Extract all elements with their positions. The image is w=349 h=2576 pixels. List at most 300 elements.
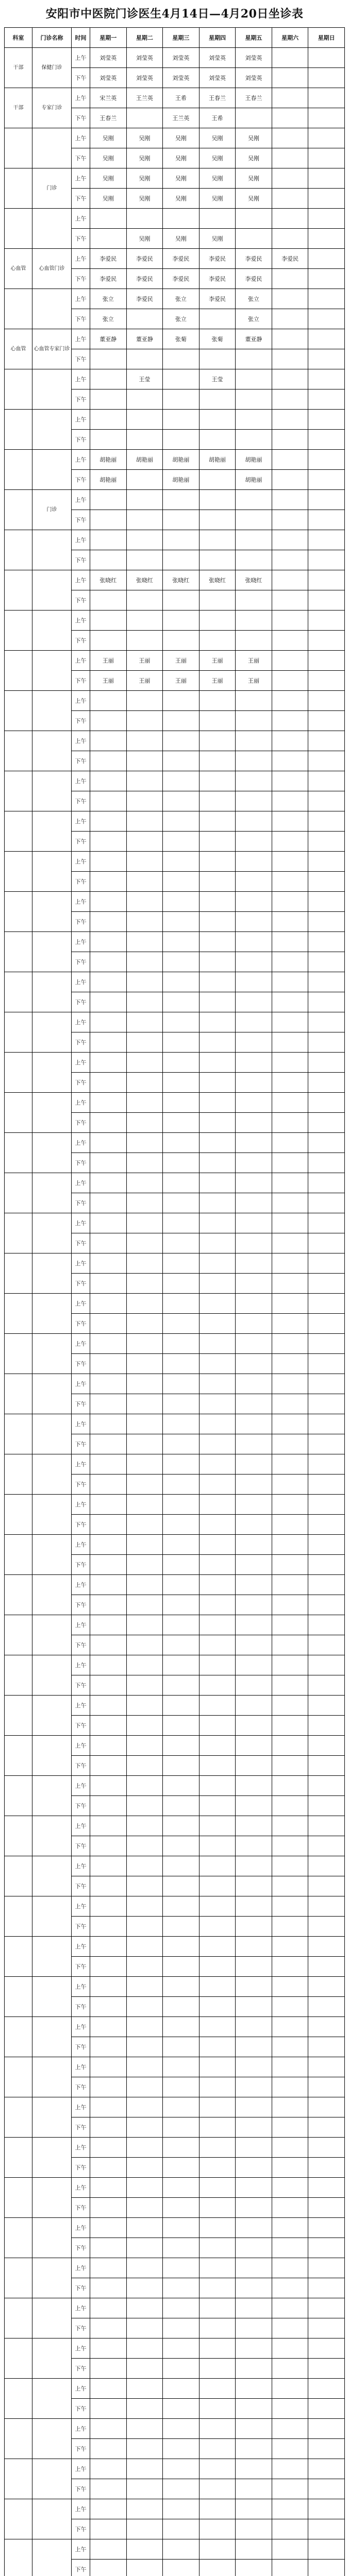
doctor-cell: 董亚静 <box>126 329 163 349</box>
doctor-cell <box>126 1053 163 1073</box>
clinic-cell <box>32 570 72 611</box>
doctor-cell <box>163 530 200 550</box>
doctor-cell <box>236 1896 272 1917</box>
doctor-cell: 吴刚 <box>126 148 163 168</box>
clinic-cell <box>32 2178 72 2218</box>
table-row <box>5 490 345 510</box>
doctor-cell <box>272 1213 308 1233</box>
doctor-cell <box>163 369 200 389</box>
doctor-cell <box>308 1896 345 1917</box>
doctor-cell: 刘莹英 <box>163 48 200 68</box>
doctor-cell <box>90 1957 127 1977</box>
doctor-cell <box>272 590 308 611</box>
doctor-cell: 董亚静 <box>90 329 127 349</box>
doctor-cell <box>199 1173 236 1193</box>
time-cell: 上午 <box>72 1615 90 1635</box>
doctor-cell <box>308 329 345 349</box>
time-cell: 下午 <box>72 68 90 88</box>
doctor-cell <box>126 2158 163 2178</box>
doctor-cell <box>163 852 200 872</box>
doctor-cell <box>126 1635 163 1655</box>
header-thursday: 星期四 <box>199 28 236 48</box>
doctor-cell <box>90 2379 127 2399</box>
doctor-cell <box>126 1937 163 1957</box>
doctor-cell <box>199 2338 236 2359</box>
clinic-cell <box>32 530 72 570</box>
doctor-cell <box>126 2198 163 2218</box>
doctor-cell <box>163 1816 200 1836</box>
dept-cell <box>5 1856 32 1896</box>
clinic-cell <box>32 731 72 771</box>
doctor-cell <box>163 1093 200 1113</box>
time-cell: 上午 <box>72 852 90 872</box>
doctor-cell <box>90 1736 127 1756</box>
clinic-cell <box>32 410 72 450</box>
time-cell: 下午 <box>72 148 90 168</box>
doctor-cell <box>308 1776 345 1796</box>
clinic-cell <box>32 2138 72 2178</box>
header-dept: 科室 <box>5 28 32 48</box>
doctor-cell <box>90 912 127 932</box>
time-cell: 下午 <box>72 912 90 932</box>
doctor-cell <box>308 430 345 450</box>
doctor-cell <box>163 1173 200 1193</box>
clinic-cell <box>32 1012 72 1053</box>
doctor-cell <box>272 1937 308 1957</box>
time-cell: 下午 <box>72 2399 90 2419</box>
doctor-cell <box>272 48 308 68</box>
doctor-cell <box>126 731 163 751</box>
doctor-cell <box>163 2399 200 2419</box>
doctor-cell: 张立 <box>163 309 200 329</box>
time-cell: 上午 <box>72 2138 90 2158</box>
doctor-cell <box>126 1997 163 2017</box>
doctor-cell <box>236 1032 272 1053</box>
doctor-cell <box>199 1575 236 1595</box>
doctor-cell <box>163 1635 200 1655</box>
doctor-cell <box>163 2479 200 2499</box>
doctor-cell <box>199 932 236 952</box>
doctor-cell <box>90 1635 127 1655</box>
doctor-cell <box>308 2037 345 2057</box>
doctor-cell: 宋兰英 <box>90 88 127 108</box>
doctor-cell <box>308 189 345 209</box>
doctor-cell <box>272 1856 308 1876</box>
dept-cell <box>5 2499 32 2539</box>
table-row <box>5 651 345 671</box>
doctor-cell <box>272 1957 308 1977</box>
doctor-cell <box>272 2318 308 2338</box>
doctor-cell: 刘莹英 <box>163 68 200 88</box>
doctor-cell <box>308 209 345 229</box>
doctor-cell <box>272 168 308 189</box>
time-cell: 上午 <box>72 530 90 550</box>
clinic-cell <box>32 1414 72 1454</box>
doctor-cell <box>308 751 345 771</box>
clinic-cell <box>32 2419 72 2459</box>
doctor-cell <box>126 1334 163 1354</box>
time-cell: 下午 <box>72 872 90 892</box>
doctor-cell <box>90 1053 127 1073</box>
doctor-cell <box>236 2258 272 2278</box>
doctor-cell: 王希 <box>163 88 200 108</box>
clinic-cell <box>32 611 72 651</box>
doctor-cell <box>199 1696 236 1716</box>
time-cell: 下午 <box>72 2117 90 2138</box>
doctor-cell <box>90 1816 127 1836</box>
doctor-cell <box>126 1414 163 1434</box>
doctor-cell <box>236 1354 272 1374</box>
dept-cell <box>5 771 32 811</box>
doctor-cell: 刘莹英 <box>236 68 272 88</box>
table-row <box>5 771 345 791</box>
doctor-cell <box>90 1796 127 1816</box>
doctor-cell <box>163 430 200 450</box>
doctor-cell <box>199 2298 236 2318</box>
doctor-cell <box>272 2379 308 2399</box>
clinic-cell <box>32 852 72 892</box>
doctor-cell <box>90 872 127 892</box>
doctor-cell <box>90 430 127 450</box>
table-row <box>5 570 345 590</box>
time-cell: 上午 <box>72 168 90 189</box>
table-row <box>5 1977 345 1997</box>
doctor-cell <box>272 430 308 450</box>
doctor-cell: 李爱民 <box>236 269 272 289</box>
doctor-cell <box>90 1354 127 1374</box>
doctor-cell <box>199 309 236 329</box>
doctor-cell <box>272 1233 308 1253</box>
doctor-cell <box>236 2318 272 2338</box>
dept-cell <box>5 1454 32 1495</box>
table-row <box>5 128 345 148</box>
doctor-cell <box>199 1957 236 1977</box>
doctor-cell <box>308 108 345 128</box>
time-cell: 下午 <box>72 2077 90 2097</box>
doctor-cell <box>126 2399 163 2419</box>
doctor-cell <box>163 1113 200 1133</box>
clinic-cell <box>32 1173 72 1213</box>
doctor-cell <box>199 1856 236 1876</box>
doctor-cell <box>90 1515 127 1535</box>
time-cell: 下午 <box>72 1997 90 2017</box>
doctor-cell <box>272 1816 308 1836</box>
time-cell: 上午 <box>72 691 90 711</box>
doctor-cell: 胡艳丽 <box>126 450 163 470</box>
doctor-cell <box>272 2479 308 2499</box>
doctor-cell <box>126 1796 163 1816</box>
time-cell: 上午 <box>72 932 90 952</box>
time-cell: 下午 <box>72 2479 90 2499</box>
doctor-cell <box>272 570 308 590</box>
time-cell: 上午 <box>72 1334 90 1354</box>
time-cell: 下午 <box>72 1555 90 1575</box>
doctor-cell <box>272 530 308 550</box>
time-cell: 下午 <box>72 992 90 1012</box>
doctor-cell <box>308 1555 345 1575</box>
doctor-cell <box>199 1294 236 1314</box>
doctor-cell <box>308 550 345 570</box>
doctor-cell <box>163 590 200 611</box>
clinic-cell <box>32 2298 72 2338</box>
doctor-cell <box>126 2539 163 2560</box>
doctor-cell <box>126 1454 163 1475</box>
doctor-cell <box>126 1475 163 1495</box>
doctor-cell <box>163 1896 200 1917</box>
doctor-cell <box>236 1294 272 1314</box>
doctor-cell <box>126 108 163 128</box>
doctor-cell <box>236 2459 272 2479</box>
doctor-cell <box>163 771 200 791</box>
time-cell: 下午 <box>72 1475 90 1495</box>
doctor-cell <box>272 832 308 852</box>
doctor-cell: 吴刚 <box>90 189 127 209</box>
doctor-cell <box>163 1696 200 1716</box>
doctor-cell <box>163 711 200 731</box>
doctor-cell <box>126 2238 163 2258</box>
doctor-cell <box>126 2278 163 2298</box>
doctor-cell <box>308 1073 345 1093</box>
time-cell: 下午 <box>72 1635 90 1655</box>
dept-cell <box>5 1575 32 1615</box>
time-cell: 上午 <box>72 1454 90 1475</box>
doctor-cell <box>199 2178 236 2198</box>
doctor-cell <box>272 1414 308 1434</box>
doctor-cell <box>236 2017 272 2037</box>
doctor-cell <box>199 2017 236 2037</box>
time-cell: 下午 <box>72 2519 90 2539</box>
clinic-cell <box>32 1977 72 2017</box>
dept-cell <box>5 1816 32 1856</box>
doctor-cell <box>308 369 345 389</box>
doctor-cell <box>126 611 163 631</box>
doctor-cell <box>163 1957 200 1977</box>
doctor-cell <box>236 490 272 510</box>
doctor-cell: 吴刚 <box>236 128 272 148</box>
doctor-cell <box>163 872 200 892</box>
doctor-cell <box>199 892 236 912</box>
doctor-cell <box>272 2057 308 2077</box>
doctor-cell <box>90 1475 127 1495</box>
doctor-cell <box>90 1334 127 1354</box>
clinic-cell <box>32 1133 72 1173</box>
doctor-cell <box>236 1917 272 1937</box>
time-cell: 下午 <box>72 1073 90 1093</box>
doctor-cell <box>90 1394 127 1414</box>
doctor-cell <box>199 2359 236 2379</box>
doctor-cell <box>272 209 308 229</box>
dept-cell <box>5 530 32 570</box>
doctor-cell <box>163 1756 200 1776</box>
doctor-cell <box>272 671 308 691</box>
doctor-cell <box>236 389 272 410</box>
doctor-cell: 王丽 <box>163 671 200 691</box>
doctor-cell <box>199 1314 236 1334</box>
doctor-cell <box>163 972 200 992</box>
doctor-cell <box>163 410 200 430</box>
doctor-cell <box>236 1635 272 1655</box>
doctor-cell: 王丽 <box>236 671 272 691</box>
doctor-cell <box>90 1917 127 1937</box>
table-row <box>5 1655 345 1675</box>
doctor-cell <box>272 2298 308 2318</box>
doctor-cell <box>126 631 163 651</box>
doctor-cell <box>236 2359 272 2379</box>
doctor-cell <box>90 2318 127 2338</box>
doctor-cell <box>236 711 272 731</box>
doctor-cell <box>163 2278 200 2298</box>
doctor-cell <box>126 1575 163 1595</box>
doctor-cell <box>126 1374 163 1394</box>
doctor-cell <box>90 2499 127 2519</box>
doctor-cell: 刘莹英 <box>236 48 272 68</box>
time-cell: 下午 <box>72 108 90 128</box>
doctor-cell <box>236 811 272 832</box>
doctor-cell <box>126 590 163 611</box>
doctor-cell <box>272 2539 308 2560</box>
time-cell: 上午 <box>72 1213 90 1233</box>
time-cell: 下午 <box>72 389 90 410</box>
doctor-cell <box>199 2037 236 2057</box>
doctor-cell <box>199 1193 236 1213</box>
dept-cell <box>5 570 32 611</box>
table-row <box>5 2499 345 2519</box>
doctor-cell <box>90 1032 127 1053</box>
doctor-cell <box>163 2258 200 2278</box>
header-clinic: 门诊名称 <box>32 28 72 48</box>
doctor-cell <box>163 731 200 751</box>
dept-cell <box>5 1053 32 1093</box>
doctor-cell <box>236 1334 272 1354</box>
header-row <box>5 28 345 48</box>
doctor-cell <box>90 1756 127 1776</box>
doctor-cell <box>308 1876 345 1896</box>
doctor-cell <box>163 550 200 570</box>
doctor-cell <box>272 912 308 932</box>
doctor-cell: 张菊 <box>163 329 200 349</box>
doctor-cell <box>90 1937 127 1957</box>
doctor-cell <box>199 872 236 892</box>
doctor-cell: 李爱民 <box>126 249 163 269</box>
time-cell: 下午 <box>72 1796 90 1816</box>
doctor-cell: 张晓红 <box>126 570 163 590</box>
time-cell: 上午 <box>72 570 90 590</box>
doctor-cell <box>163 1937 200 1957</box>
doctor-cell <box>126 1675 163 1696</box>
doctor-cell <box>272 2519 308 2539</box>
doctor-cell <box>163 349 200 369</box>
doctor-cell <box>90 1113 127 1133</box>
doctor-cell <box>236 1153 272 1173</box>
doctor-cell <box>272 2037 308 2057</box>
doctor-cell <box>272 1133 308 1153</box>
doctor-cell <box>308 450 345 470</box>
doctor-cell <box>199 1434 236 1454</box>
time-cell: 下午 <box>72 2359 90 2379</box>
doctor-cell <box>236 1816 272 1836</box>
doctor-cell <box>272 1475 308 1495</box>
doctor-cell <box>199 972 236 992</box>
doctor-cell <box>126 1957 163 1977</box>
doctor-cell <box>308 2238 345 2258</box>
doctor-cell <box>236 2097 272 2117</box>
doctor-cell <box>126 2318 163 2338</box>
doctor-cell <box>199 2318 236 2338</box>
time-cell: 上午 <box>72 450 90 470</box>
doctor-cell: 胡艳丽 <box>90 450 127 470</box>
doctor-cell: 王希 <box>199 108 236 128</box>
table-row <box>5 731 345 751</box>
doctor-cell <box>236 2037 272 2057</box>
doctor-cell <box>308 1937 345 1957</box>
table-row <box>5 1816 345 1836</box>
doctor-cell <box>90 2338 127 2359</box>
doctor-cell <box>236 1655 272 1675</box>
clinic-cell <box>32 2097 72 2138</box>
doctor-cell <box>308 570 345 590</box>
doctor-cell <box>126 1173 163 1193</box>
clinic-cell <box>32 1856 72 1896</box>
time-cell: 下午 <box>72 1113 90 1133</box>
doctor-cell <box>126 1193 163 1213</box>
doctor-cell <box>272 2439 308 2459</box>
time-cell: 下午 <box>72 1595 90 1615</box>
doctor-cell <box>163 1575 200 1595</box>
doctor-cell <box>308 1394 345 1414</box>
doctor-cell <box>126 1816 163 1836</box>
doctor-cell <box>199 1394 236 1414</box>
doctor-cell <box>236 2158 272 2178</box>
time-cell: 上午 <box>72 128 90 148</box>
doctor-cell <box>90 550 127 570</box>
doctor-cell: 李爱民 <box>199 269 236 289</box>
doctor-cell <box>199 2238 236 2258</box>
doctor-cell <box>90 852 127 872</box>
header-tuesday: 星期二 <box>126 28 163 48</box>
doctor-cell <box>308 731 345 751</box>
doctor-cell <box>272 510 308 530</box>
doctor-cell: 吴刚 <box>163 229 200 249</box>
clinic-cell <box>32 369 72 410</box>
doctor-cell <box>199 1113 236 1133</box>
doctor-cell <box>126 932 163 952</box>
dept-cell <box>5 1133 32 1173</box>
table-row <box>5 369 345 389</box>
doctor-cell <box>236 1253 272 1274</box>
doctor-cell <box>272 1012 308 1032</box>
clinic-cell <box>32 1454 72 1495</box>
time-cell: 上午 <box>72 1253 90 1274</box>
doctor-cell: 张立 <box>90 309 127 329</box>
doctor-cell <box>199 992 236 1012</box>
doctor-cell <box>236 852 272 872</box>
doctor-cell <box>236 2338 272 2359</box>
doctor-cell <box>308 1736 345 1756</box>
doctor-cell <box>272 1615 308 1635</box>
time-cell: 下午 <box>72 1354 90 1374</box>
doctor-cell <box>308 2539 345 2560</box>
doctor-cell <box>163 1997 200 2017</box>
doctor-cell <box>272 1354 308 1374</box>
doctor-cell <box>272 731 308 751</box>
doctor-cell <box>126 771 163 791</box>
doctor-cell <box>90 2298 127 2318</box>
table-row <box>5 1253 345 1274</box>
dept-cell <box>5 2298 32 2338</box>
dept-cell <box>5 1213 32 1253</box>
doctor-cell <box>308 811 345 832</box>
time-cell: 上午 <box>72 2218 90 2238</box>
